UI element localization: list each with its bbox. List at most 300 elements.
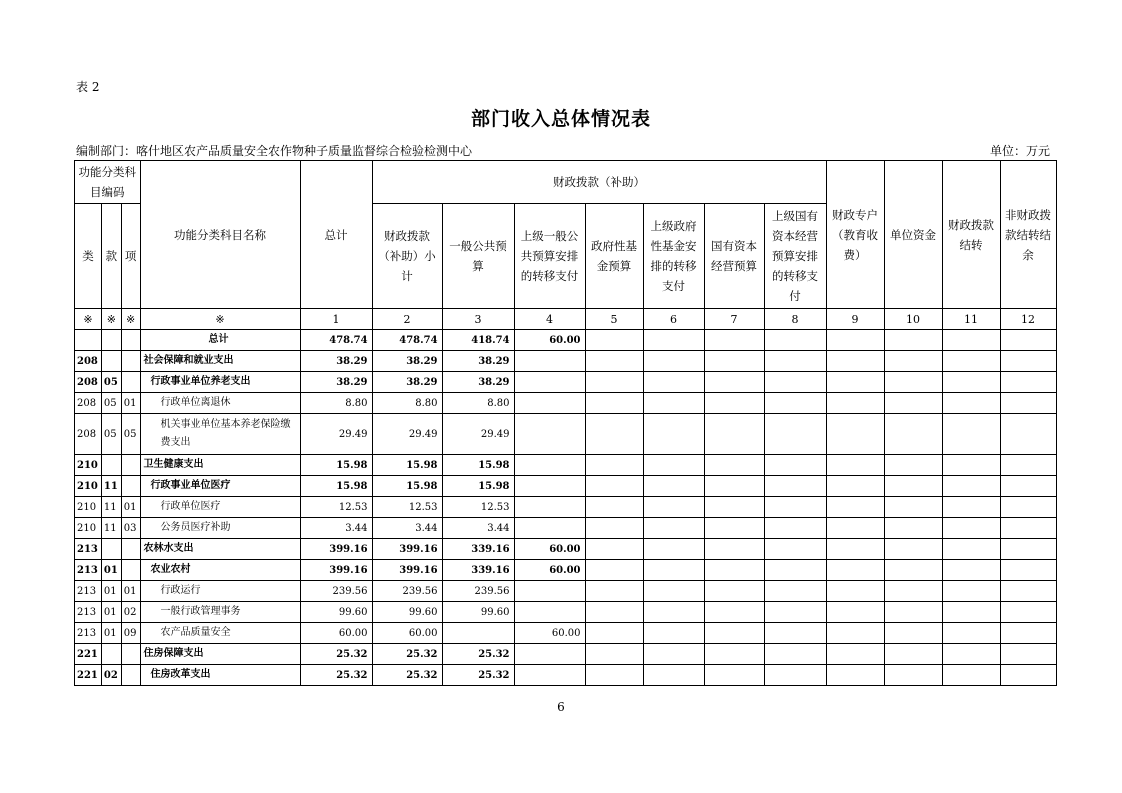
lei-cell: 208	[75, 372, 102, 393]
lei-cell: 208	[75, 414, 102, 455]
empty-cell	[826, 581, 884, 602]
total-cell: 38.29	[300, 351, 372, 372]
empty-cell	[764, 665, 826, 686]
empty-cell	[764, 581, 826, 602]
func-name-cell: 行政运行	[140, 581, 300, 602]
upper-transfer-cell	[514, 476, 585, 497]
empty-cell	[704, 414, 764, 455]
kuan-cell: 01	[101, 581, 121, 602]
total-cell: 60.00	[300, 623, 372, 644]
upper-transfer-cell	[514, 393, 585, 414]
empty-cell	[764, 351, 826, 372]
empty-cell	[1000, 539, 1056, 560]
kuan-cell: 11	[101, 476, 121, 497]
empty-cell	[884, 665, 942, 686]
upper-transfer-cell: 60.00	[514, 560, 585, 581]
upper-transfer-cell	[514, 351, 585, 372]
upper-transfer-cell	[514, 414, 585, 455]
empty-cell	[826, 560, 884, 581]
empty-cell	[585, 497, 643, 518]
empty-cell	[884, 644, 942, 665]
func-name-cell: 农林水支出	[140, 539, 300, 560]
func-name-cell: 行政单位医疗	[140, 497, 300, 518]
index-cell: ※	[121, 309, 140, 330]
empty-cell	[704, 330, 764, 351]
kuan-cell	[101, 351, 121, 372]
empty-cell	[826, 497, 884, 518]
empty-cell	[643, 393, 704, 414]
empty-cell	[704, 455, 764, 476]
empty-cell	[764, 330, 826, 351]
header-total: 总计	[300, 161, 372, 309]
upper-transfer-cell	[514, 665, 585, 686]
lei-cell: 208	[75, 351, 102, 372]
lei-cell: 213	[75, 581, 102, 602]
fiscal-subtotal-cell: 478.74	[372, 330, 442, 351]
empty-cell	[704, 581, 764, 602]
table-row	[75, 623, 1057, 644]
header-fiscal-carryover: 财政拨款结转	[942, 161, 1000, 309]
table-row	[75, 518, 1057, 539]
upper-transfer-cell: 60.00	[514, 623, 585, 644]
kuan-cell: 01	[101, 602, 121, 623]
lei-cell: 208	[75, 393, 102, 414]
total-cell: 38.29	[300, 372, 372, 393]
index-row	[75, 309, 1057, 330]
empty-cell	[585, 581, 643, 602]
lei-cell: 210	[75, 497, 102, 518]
xiang-cell	[121, 476, 140, 497]
empty-cell	[643, 518, 704, 539]
empty-cell	[643, 602, 704, 623]
empty-cell	[826, 414, 884, 455]
xiang-cell: 01	[121, 393, 140, 414]
empty-cell	[585, 372, 643, 393]
empty-cell	[942, 455, 1000, 476]
table-row	[75, 581, 1057, 602]
total-cell: 3.44	[300, 518, 372, 539]
fiscal-subtotal-cell: 38.29	[372, 372, 442, 393]
general-budget-cell: 99.60	[442, 602, 514, 623]
xiang-cell	[121, 539, 140, 560]
empty-cell	[826, 372, 884, 393]
general-budget-cell: 12.53	[442, 497, 514, 518]
general-budget-cell: 25.32	[442, 665, 514, 686]
index-cell: 10	[884, 309, 942, 330]
total-cell: 239.56	[300, 581, 372, 602]
header-fiscal-group: 财政拨款（补助）	[372, 161, 826, 204]
upper-transfer-cell	[514, 518, 585, 539]
index-cell: 1	[300, 309, 372, 330]
xiang-cell: 05	[121, 414, 140, 455]
table-row	[75, 393, 1057, 414]
empty-cell	[764, 539, 826, 560]
index-cell: ※	[75, 309, 102, 330]
lei-cell: 213	[75, 560, 102, 581]
upper-transfer-cell	[514, 644, 585, 665]
header-general-budget: 一般公共预算	[442, 204, 514, 309]
kuan-cell	[101, 644, 121, 665]
empty-cell	[585, 414, 643, 455]
empty-cell	[1000, 455, 1056, 476]
empty-cell	[643, 330, 704, 351]
func-name-cell: 行政单位离退休	[140, 393, 300, 414]
upper-transfer-cell: 60.00	[514, 539, 585, 560]
func-name-cell: 住房保障支出	[140, 644, 300, 665]
func-name-cell: 行政事业单位养老支出	[140, 372, 300, 393]
total-cell: 25.32	[300, 644, 372, 665]
page-number: 6	[557, 700, 565, 714]
func-name-cell: 一般行政管理事务	[140, 602, 300, 623]
header-func-name: 功能分类科目名称	[140, 161, 300, 309]
header-upper-gov-fund-transfer: 上级政府性基金安排的转移支付	[643, 204, 704, 309]
table-row	[75, 455, 1057, 476]
xiang-cell	[121, 330, 140, 351]
lei-cell: 213	[75, 602, 102, 623]
xiang-cell	[121, 560, 140, 581]
empty-cell	[643, 476, 704, 497]
lei-cell: 221	[75, 644, 102, 665]
empty-cell	[1000, 518, 1056, 539]
empty-cell	[884, 476, 942, 497]
empty-cell	[942, 414, 1000, 455]
empty-cell	[942, 351, 1000, 372]
empty-cell	[764, 372, 826, 393]
header-upper-state-capital-transfer: 上级国有资本经营预算安排的转移支付	[764, 204, 826, 309]
lei-cell	[75, 330, 102, 351]
fiscal-subtotal-cell: 239.56	[372, 581, 442, 602]
index-cell: 4	[514, 309, 585, 330]
func-name-cell: 卫生健康支出	[140, 455, 300, 476]
empty-cell	[884, 560, 942, 581]
empty-cell	[643, 581, 704, 602]
empty-cell	[826, 623, 884, 644]
empty-cell	[826, 393, 884, 414]
empty-cell	[585, 476, 643, 497]
table-row	[75, 560, 1057, 581]
empty-cell	[643, 414, 704, 455]
upper-transfer-cell	[514, 497, 585, 518]
empty-cell	[764, 476, 826, 497]
empty-cell	[942, 393, 1000, 414]
lei-cell: 210	[75, 455, 102, 476]
total-cell: 25.32	[300, 665, 372, 686]
general-budget-cell: 339.16	[442, 539, 514, 560]
xiang-cell	[121, 665, 140, 686]
xiang-cell: 01	[121, 497, 140, 518]
index-cell: 5	[585, 309, 643, 330]
fiscal-subtotal-cell: 3.44	[372, 518, 442, 539]
empty-cell	[585, 623, 643, 644]
empty-cell	[942, 560, 1000, 581]
empty-cell	[704, 497, 764, 518]
empty-cell	[764, 497, 826, 518]
kuan-cell: 01	[101, 560, 121, 581]
empty-cell	[704, 539, 764, 560]
empty-cell	[1000, 414, 1056, 455]
header-state-capital: 国有资本经营预算	[704, 204, 764, 309]
empty-cell	[942, 497, 1000, 518]
general-budget-cell: 38.29	[442, 351, 514, 372]
empty-cell	[585, 560, 643, 581]
empty-cell	[884, 455, 942, 476]
xiang-cell: 09	[121, 623, 140, 644]
xiang-cell: 01	[121, 581, 140, 602]
empty-cell	[704, 393, 764, 414]
upper-transfer-cell	[514, 602, 585, 623]
lei-cell: 210	[75, 476, 102, 497]
empty-cell	[884, 351, 942, 372]
empty-cell	[942, 539, 1000, 560]
lei-cell: 213	[75, 539, 102, 560]
kuan-cell: 11	[101, 518, 121, 539]
empty-cell	[585, 455, 643, 476]
header-unit-fund: 单位资金	[884, 161, 942, 309]
total-cell: 478.74	[300, 330, 372, 351]
kuan-cell	[101, 330, 121, 351]
index-cell: 11	[942, 309, 1000, 330]
kuan-cell	[101, 455, 121, 476]
upper-transfer-cell: 60.00	[514, 330, 585, 351]
empty-cell	[704, 623, 764, 644]
empty-cell	[942, 372, 1000, 393]
total-cell: 15.98	[300, 455, 372, 476]
empty-cell	[1000, 602, 1056, 623]
table-row	[75, 372, 1057, 393]
kuan-cell: 05	[101, 414, 121, 455]
index-cell: ※	[101, 309, 121, 330]
empty-cell	[826, 644, 884, 665]
func-name-cell: 公务员医疗补助	[140, 518, 300, 539]
table-row	[75, 539, 1057, 560]
empty-cell	[704, 665, 764, 686]
empty-cell	[643, 560, 704, 581]
empty-cell	[704, 560, 764, 581]
empty-cell	[884, 581, 942, 602]
empty-cell	[764, 623, 826, 644]
func-name-cell: 农业农村	[140, 560, 300, 581]
fiscal-subtotal-cell: 25.32	[372, 644, 442, 665]
empty-cell	[942, 476, 1000, 497]
empty-cell	[585, 602, 643, 623]
func-name-cell: 社会保障和就业支出	[140, 351, 300, 372]
empty-cell	[884, 372, 942, 393]
empty-cell	[942, 602, 1000, 623]
total-cell: 12.53	[300, 497, 372, 518]
header-func-code: 功能分类科目编码	[75, 161, 141, 204]
index-cell: 9	[826, 309, 884, 330]
general-budget-cell: 8.80	[442, 393, 514, 414]
empty-cell	[826, 539, 884, 560]
empty-cell	[704, 602, 764, 623]
empty-cell	[884, 518, 942, 539]
unit-label: 单位：万元	[989, 144, 1050, 158]
kuan-cell: 05	[101, 372, 121, 393]
empty-cell	[585, 644, 643, 665]
empty-cell	[826, 602, 884, 623]
empty-cell	[704, 476, 764, 497]
fiscal-subtotal-cell: 29.49	[372, 414, 442, 455]
empty-cell	[585, 330, 643, 351]
table-row	[75, 602, 1057, 623]
empty-cell	[764, 560, 826, 581]
empty-cell	[643, 539, 704, 560]
empty-cell	[884, 393, 942, 414]
total-cell: 399.16	[300, 539, 372, 560]
empty-cell	[826, 455, 884, 476]
empty-cell	[826, 351, 884, 372]
general-budget-cell: 3.44	[442, 518, 514, 539]
lei-cell: 210	[75, 518, 102, 539]
empty-cell	[1000, 623, 1056, 644]
general-budget-cell: 239.56	[442, 581, 514, 602]
empty-cell	[826, 518, 884, 539]
total-cell: 399.16	[300, 560, 372, 581]
total-cell: 99.60	[300, 602, 372, 623]
upper-transfer-cell	[514, 455, 585, 476]
empty-cell	[1000, 497, 1056, 518]
table-row	[75, 497, 1057, 518]
general-budget-cell	[442, 623, 514, 644]
func-name-cell: 农产品质量安全	[140, 623, 300, 644]
table-row	[75, 476, 1057, 497]
index-cell: 12	[1000, 309, 1056, 330]
empty-cell	[1000, 581, 1056, 602]
fiscal-subtotal-cell: 38.29	[372, 351, 442, 372]
kuan-cell: 02	[101, 665, 121, 686]
header-upper-general-transfer: 上级一般公共预算安排的转移支付	[514, 204, 585, 309]
fiscal-subtotal-cell: 399.16	[372, 560, 442, 581]
header-lei: 类	[75, 204, 102, 309]
index-cell: 6	[643, 309, 704, 330]
empty-cell	[942, 518, 1000, 539]
empty-cell	[1000, 372, 1056, 393]
empty-cell	[585, 518, 643, 539]
empty-cell	[942, 623, 1000, 644]
fiscal-subtotal-cell: 399.16	[372, 539, 442, 560]
lei-cell: 221	[75, 665, 102, 686]
kuan-cell: 01	[101, 623, 121, 644]
empty-cell	[884, 602, 942, 623]
general-budget-cell: 15.98	[442, 476, 514, 497]
empty-cell	[764, 602, 826, 623]
func-name-cell: 总计	[140, 330, 300, 351]
empty-cell	[942, 665, 1000, 686]
general-budget-cell: 339.16	[442, 560, 514, 581]
general-budget-cell: 38.29	[442, 372, 514, 393]
empty-cell	[643, 665, 704, 686]
xiang-cell: 02	[121, 602, 140, 623]
xiang-cell	[121, 372, 140, 393]
general-budget-cell: 29.49	[442, 414, 514, 455]
empty-cell	[704, 644, 764, 665]
empty-cell	[764, 518, 826, 539]
fiscal-subtotal-cell: 12.53	[372, 497, 442, 518]
header-xiang: 项	[121, 204, 140, 309]
table-row	[75, 665, 1057, 686]
empty-cell	[884, 497, 942, 518]
empty-cell	[643, 455, 704, 476]
empty-cell	[585, 351, 643, 372]
header-gov-fund: 政府性基金预算	[585, 204, 643, 309]
table-row	[75, 644, 1057, 665]
page-title: 部门收入总体情况表	[470, 108, 651, 130]
empty-cell	[826, 665, 884, 686]
empty-cell	[1000, 351, 1056, 372]
kuan-cell: 11	[101, 497, 121, 518]
empty-cell	[704, 351, 764, 372]
empty-cell	[643, 644, 704, 665]
func-name-cell: 住房改革支出	[140, 665, 300, 686]
empty-cell	[1000, 330, 1056, 351]
income-table	[74, 160, 1057, 686]
empty-cell	[643, 351, 704, 372]
empty-cell	[643, 497, 704, 518]
lei-cell: 213	[75, 623, 102, 644]
header-kuan: 款	[101, 204, 121, 309]
empty-cell	[764, 414, 826, 455]
empty-cell	[704, 518, 764, 539]
xiang-cell	[121, 351, 140, 372]
index-cell: 2	[372, 309, 442, 330]
xiang-cell: 03	[121, 518, 140, 539]
general-budget-cell: 418.74	[442, 330, 514, 351]
index-cell: 8	[764, 309, 826, 330]
total-cell: 29.49	[300, 414, 372, 455]
empty-cell	[704, 372, 764, 393]
func-name-cell: 行政事业单位医疗	[140, 476, 300, 497]
department-label: 编制部门：喀什地区农产品质量安全农作物种子质量监督综合检验检测中心	[76, 144, 473, 158]
general-budget-cell: 25.32	[442, 644, 514, 665]
index-cell: ※	[140, 309, 300, 330]
fiscal-subtotal-cell: 8.80	[372, 393, 442, 414]
fiscal-subtotal-cell: 60.00	[372, 623, 442, 644]
fiscal-subtotal-cell: 15.98	[372, 455, 442, 476]
empty-cell	[764, 455, 826, 476]
header-fiscal-subtotal: 财政拨款（补助）小计	[372, 204, 442, 309]
empty-cell	[1000, 644, 1056, 665]
table-number-label: 表 2	[76, 80, 100, 94]
empty-cell	[1000, 476, 1056, 497]
xiang-cell	[121, 455, 140, 476]
fiscal-subtotal-cell: 99.60	[372, 602, 442, 623]
upper-transfer-cell	[514, 372, 585, 393]
fiscal-subtotal-cell: 25.32	[372, 665, 442, 686]
empty-cell	[942, 644, 1000, 665]
empty-cell	[1000, 393, 1056, 414]
empty-cell	[585, 665, 643, 686]
empty-cell	[942, 581, 1000, 602]
empty-cell	[884, 414, 942, 455]
kuan-cell	[101, 539, 121, 560]
empty-cell	[884, 623, 942, 644]
empty-cell	[1000, 665, 1056, 686]
xiang-cell	[121, 644, 140, 665]
total-cell: 8.80	[300, 393, 372, 414]
kuan-cell: 05	[101, 393, 121, 414]
empty-cell	[884, 330, 942, 351]
empty-cell	[826, 330, 884, 351]
empty-cell	[764, 644, 826, 665]
header-nonfiscal-carryover: 非财政拨款结转结余	[1000, 161, 1056, 309]
upper-transfer-cell	[514, 581, 585, 602]
empty-cell	[764, 393, 826, 414]
table-row	[75, 414, 1057, 455]
header-special-fund: 财政专户（教育收费）	[826, 161, 884, 309]
empty-cell	[884, 539, 942, 560]
fiscal-subtotal-cell: 15.98	[372, 476, 442, 497]
empty-cell	[826, 476, 884, 497]
